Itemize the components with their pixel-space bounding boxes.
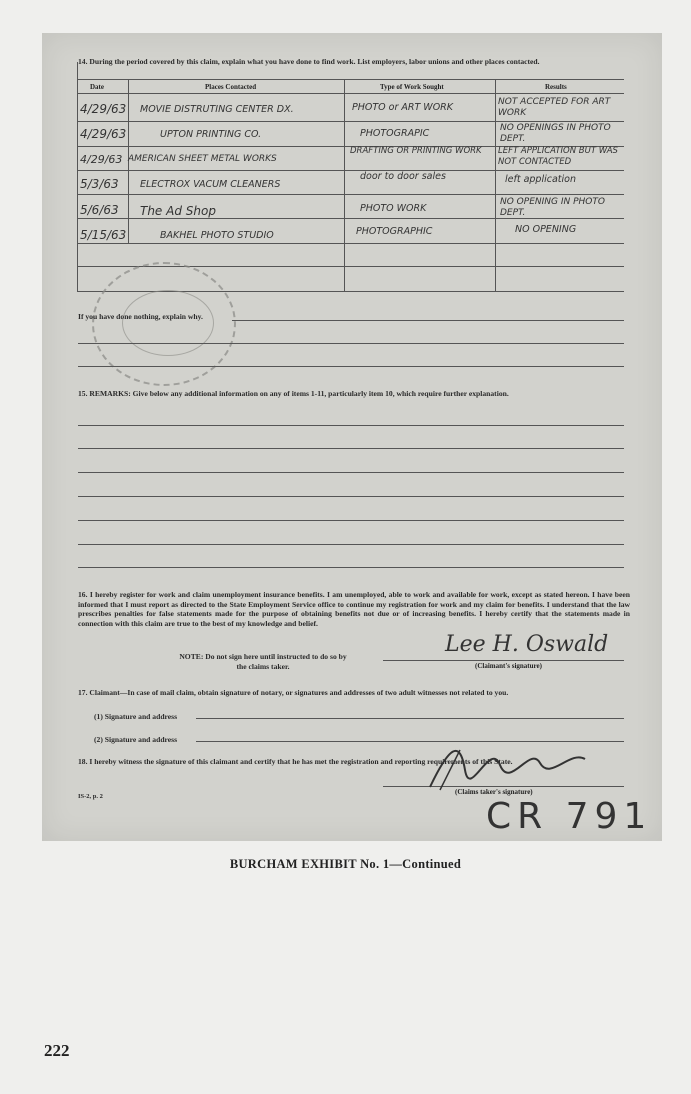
row5-result: NO OPENING IN PHOTO DEPT. — [500, 197, 605, 218]
item16-note: NOTE: Do not sign here until instructed to do so by the claims taker. — [179, 652, 347, 671]
row3-type: DRAFTING OR PRINTING WORK — [350, 146, 482, 156]
row6-result: NO OPENING — [515, 224, 577, 235]
row6-place: BAKHEL PHOTO STUDIO — [160, 230, 274, 241]
row1-result: NOT ACCEPTED FOR ART WORK — [498, 97, 611, 118]
nothing-prompt: If you have done nothing, explain why. — [78, 312, 203, 321]
sig1-label: (1) Signature and address — [94, 712, 178, 721]
row4-result: left application — [505, 174, 576, 185]
row2-date: 4/29/63 — [80, 127, 127, 141]
col-header-type: Type of Work Sought — [380, 83, 444, 91]
row1-place: MOVIE DISTRUTING CENTER DX. — [140, 104, 294, 115]
item16-certification: 16. I hereby register for work and claim unemployment insurance benefits. I am unemployed, able to work and available for work, except as stated hereon. I have been informed that I must report as directed to the State Employment Service office to continue my registration for work and my claim for benefits. I understand that the law prescribes penalties for false statements made for the purpose of obtaining benefits not due or of increasing benefits. I hereby certify that the statements made in connection with this claim are true to the best of my knowledge and belief. — [78, 590, 630, 628]
item18-witness: 18. I hereby witness the signature of this claimant and certify that he has met the registration and reporting requirements of this State. — [78, 757, 513, 766]
row3-date: 4/29/63 — [80, 153, 123, 166]
col-header-places: Places Contacted — [205, 83, 257, 91]
row5-date: 5/6/63 — [80, 203, 119, 217]
row4-place: ELECTROX VACUM CLEANERS — [140, 179, 281, 190]
row4-type: door to door sales — [360, 171, 446, 182]
claimant-signature-label: (Claimant's signature) — [475, 662, 542, 670]
item17-instructions: 17. Claimant—In case of mail claim, obtain signature of notary, or signatures and addresses of two adult witnesses not related to you. — [78, 688, 509, 697]
row6-date: 5/15/63 — [80, 228, 127, 242]
form-code: IS-2, p. 2 — [78, 793, 103, 800]
item15-remarks: 15. REMARKS: Give below any additional information on any of items 1-11, particularly item 10, which require further explanation. — [78, 389, 509, 398]
row2-place: UPTON PRINTING CO. — [160, 129, 262, 140]
cr-annotation: CR 791 — [486, 796, 653, 837]
row5-place: The Ad Shop — [140, 204, 216, 218]
row2-type: PHOTOGRAPIC — [360, 128, 430, 139]
row1-date: 4/29/63 — [80, 102, 127, 116]
claimant-signature: Lee H. Oswald — [445, 632, 609, 657]
claims-taker-signature — [420, 735, 590, 795]
received-stamp-inner — [122, 290, 214, 356]
sig2-label: (2) Signature and address — [94, 735, 178, 744]
col-header-date: Date — [90, 83, 104, 91]
row6-type: PHOTOGRAPHIC — [356, 226, 433, 237]
row1-type: PHOTO or ART WORK — [352, 102, 454, 113]
row2-result: NO OPENINGS IN PHOTO DEPT. — [500, 123, 611, 144]
row3-place: AMERICAN SHEET METAL WORKS — [128, 154, 277, 164]
row4-date: 5/3/63 — [80, 177, 119, 191]
exhibit-caption: BURCHAM EXHIBIT No. 1—Continued — [229, 857, 462, 871]
claims-taker-signature-label: (Claims taker's signature) — [455, 788, 533, 796]
row3-result: LEFT APPLICATION BUT WAS NOT CONTACTED — [498, 146, 618, 167]
row5-type: PHOTO WORK — [360, 203, 427, 214]
item14-instructions: 14. During the period covered by this claim, explain what you have done to find work. List employers, labor unions and other places contacted. — [78, 57, 540, 66]
page-number: 222 — [44, 1041, 70, 1060]
col-header-results: Results — [545, 83, 567, 91]
